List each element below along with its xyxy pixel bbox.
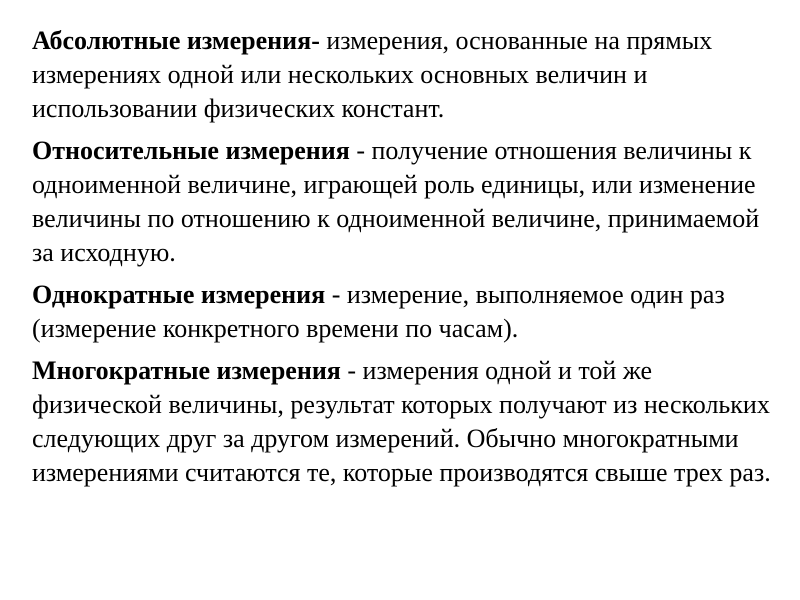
definition-single: [32, 278, 780, 346]
slide-content: [32, 24, 780, 498]
term-relative: Относительные измерения: [32, 136, 350, 165]
definition-multiple: [32, 354, 780, 490]
description-single: - измерение, выполняемое один раз (измерение конкретного времени по часам).: [32, 280, 725, 343]
term-single: Однократные измерения: [32, 280, 326, 309]
definition-absolute: [32, 24, 780, 126]
description-multiple: - измерения одной и той же физической величины, результат которых получают из нескольких следующих друг за другом измерений. Обычно многократными измерениями считаются те, которые производятся свыше трех раз.: [32, 356, 771, 487]
description-relative: - получение отношения величины к одноименной величине, играющей роль единицы, или изменение величины по отношению к одноименной величине, принимаемой за исходную.: [32, 136, 760, 267]
definition-relative: [32, 134, 780, 270]
description-absolute: измерения, основанные на прямых измерениях одной или нескольких основных величин и использовании физических констант.: [32, 26, 713, 123]
term-absolute: Абсолютные измерения-: [32, 26, 320, 55]
term-multiple: Многократные измерения: [32, 356, 341, 385]
